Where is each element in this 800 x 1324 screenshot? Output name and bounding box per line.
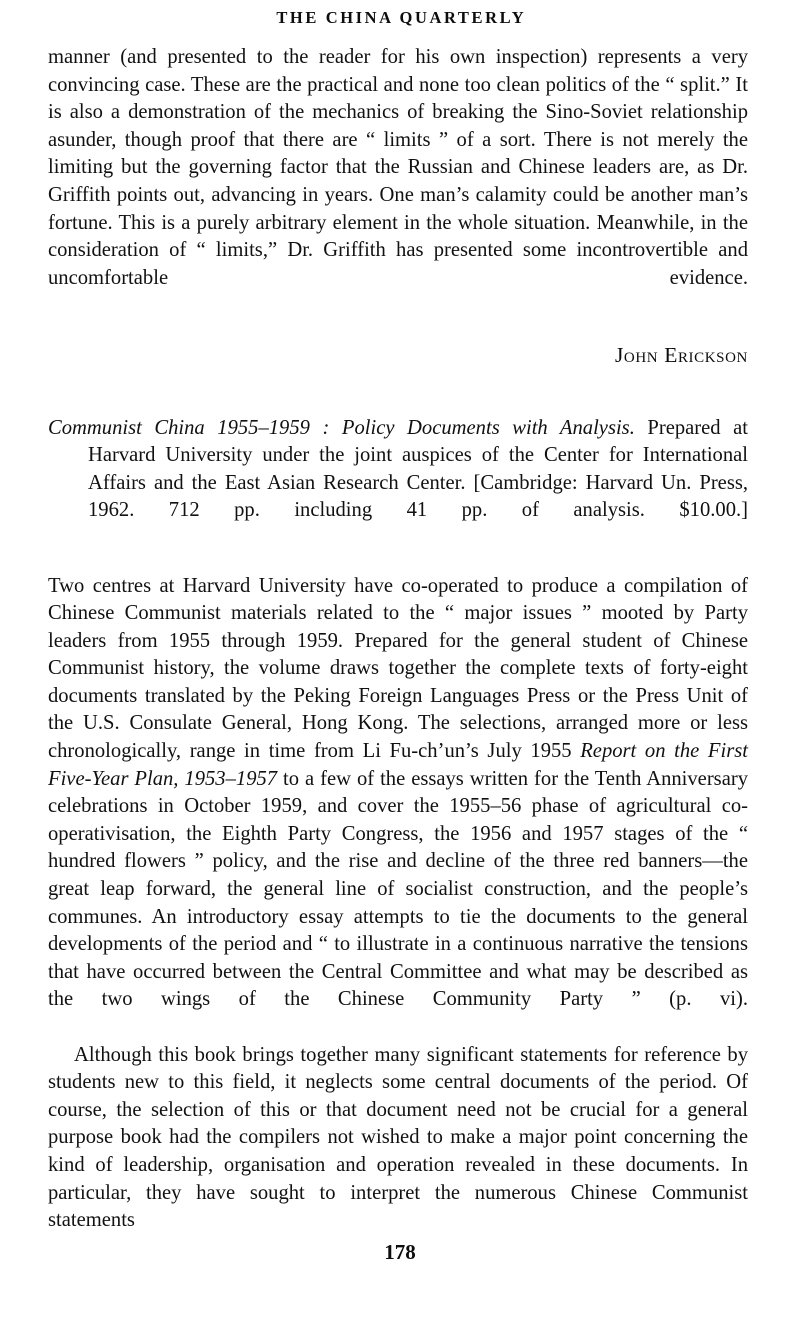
- page-number: 178: [384, 1240, 416, 1264]
- citation-spacer: [48, 553, 748, 573]
- reviewer-signature-row: [48, 342, 748, 371]
- reviewer-name: John Erickson: [614, 342, 748, 367]
- cited-work-title-italic: Report on the First Five-Year Plan, 1953–1957: [48, 740, 748, 790]
- review-paragraph-1-part-2: to a few of the essays written for the Tenth Anniversary celebrations in October 1959, and cover the 1955–56 phase of agricultural co-operativisation, the Eighth Party Congress, the 1956 and 1957 stages of the “ hundred flowers ” policy, and the rise and decline of the three red banners—the great leap forward, the general line of socialist construction, and the people’s communes. An introductory essay attempts to tie the documents to the general developments of the period and “ to illustrate in a continuous narrative the tensions that have occurred between the Central Committee and what may be described as the two wings of the Chinese Community Party ” (p. vi).: [48, 767, 748, 1011]
- book-citation-title: Communist China 1955–1959 : Policy Documents with Analysis.: [48, 416, 635, 439]
- review-paragraph-1: [48, 573, 748, 1042]
- running-head: THE CHINA QUARTERLY: [276, 8, 527, 27]
- book-citation: [48, 415, 748, 553]
- book-citation-publication-details: Prepared at Harvard University under the joint auspices of the Center for International Affairs and the East Asian Research Center. [Cambridge: Harvard Un. Press, 1962. 712 pp. including 41 pp. of analysis. $10.00.]: [88, 416, 748, 522]
- previous-review-body-paragraph: manner (and presented to the reader for his own inspection) represents a very convincing case. These are the practical and none too clean politics of the “ split.” It is also a demonstration of the mechanics of breaking the Sino-Soviet relationship asunder, though proof that there are “ limits ” of a sort. There is not merely the limiting but the governing factor that the Russian and Chinese leaders are, as Dr. Griffith points out, advancing in years. One man’s calamity could be another man’s fortune. This is a purely arbitrary element in the whole situation. Meanwhile, in the consideration of “ limits,” Dr. Griffith has presented some incontrovertible and uncomfortable evidence.: [48, 46, 748, 289]
- review-paragraph-1-part-1: Two centres at Harvard University have co-operated to produce a compilation of Chinese Communist materials related to the “ major issues ” mooted by Party leaders from 1955 through 1959. Prepared for the general student of Chinese Communist history, the volume draws together the complete texts of forty-eight documents translated by the Peking Foreign Languages Press or the Press Unit of the U.S. Consulate General, Hong Kong. The selections, arranged more or less chronologically, range in time from Li Fu-ch’un’s July 1955: [48, 574, 748, 763]
- text-column: [48, 44, 748, 1262]
- review-paragraph-2: Although this book brings together many significant statements for reference by students new to this field, it neglects some central documents of the period. Of course, the selection of this or that document need not be crucial for a general purpose book had the compilers not wished to make a major point concerning the kind of leadership, organisation and operation revealed in these documents. In particular, they have sought to interpret the numerous Chinese Communist statements: [48, 1043, 748, 1232]
